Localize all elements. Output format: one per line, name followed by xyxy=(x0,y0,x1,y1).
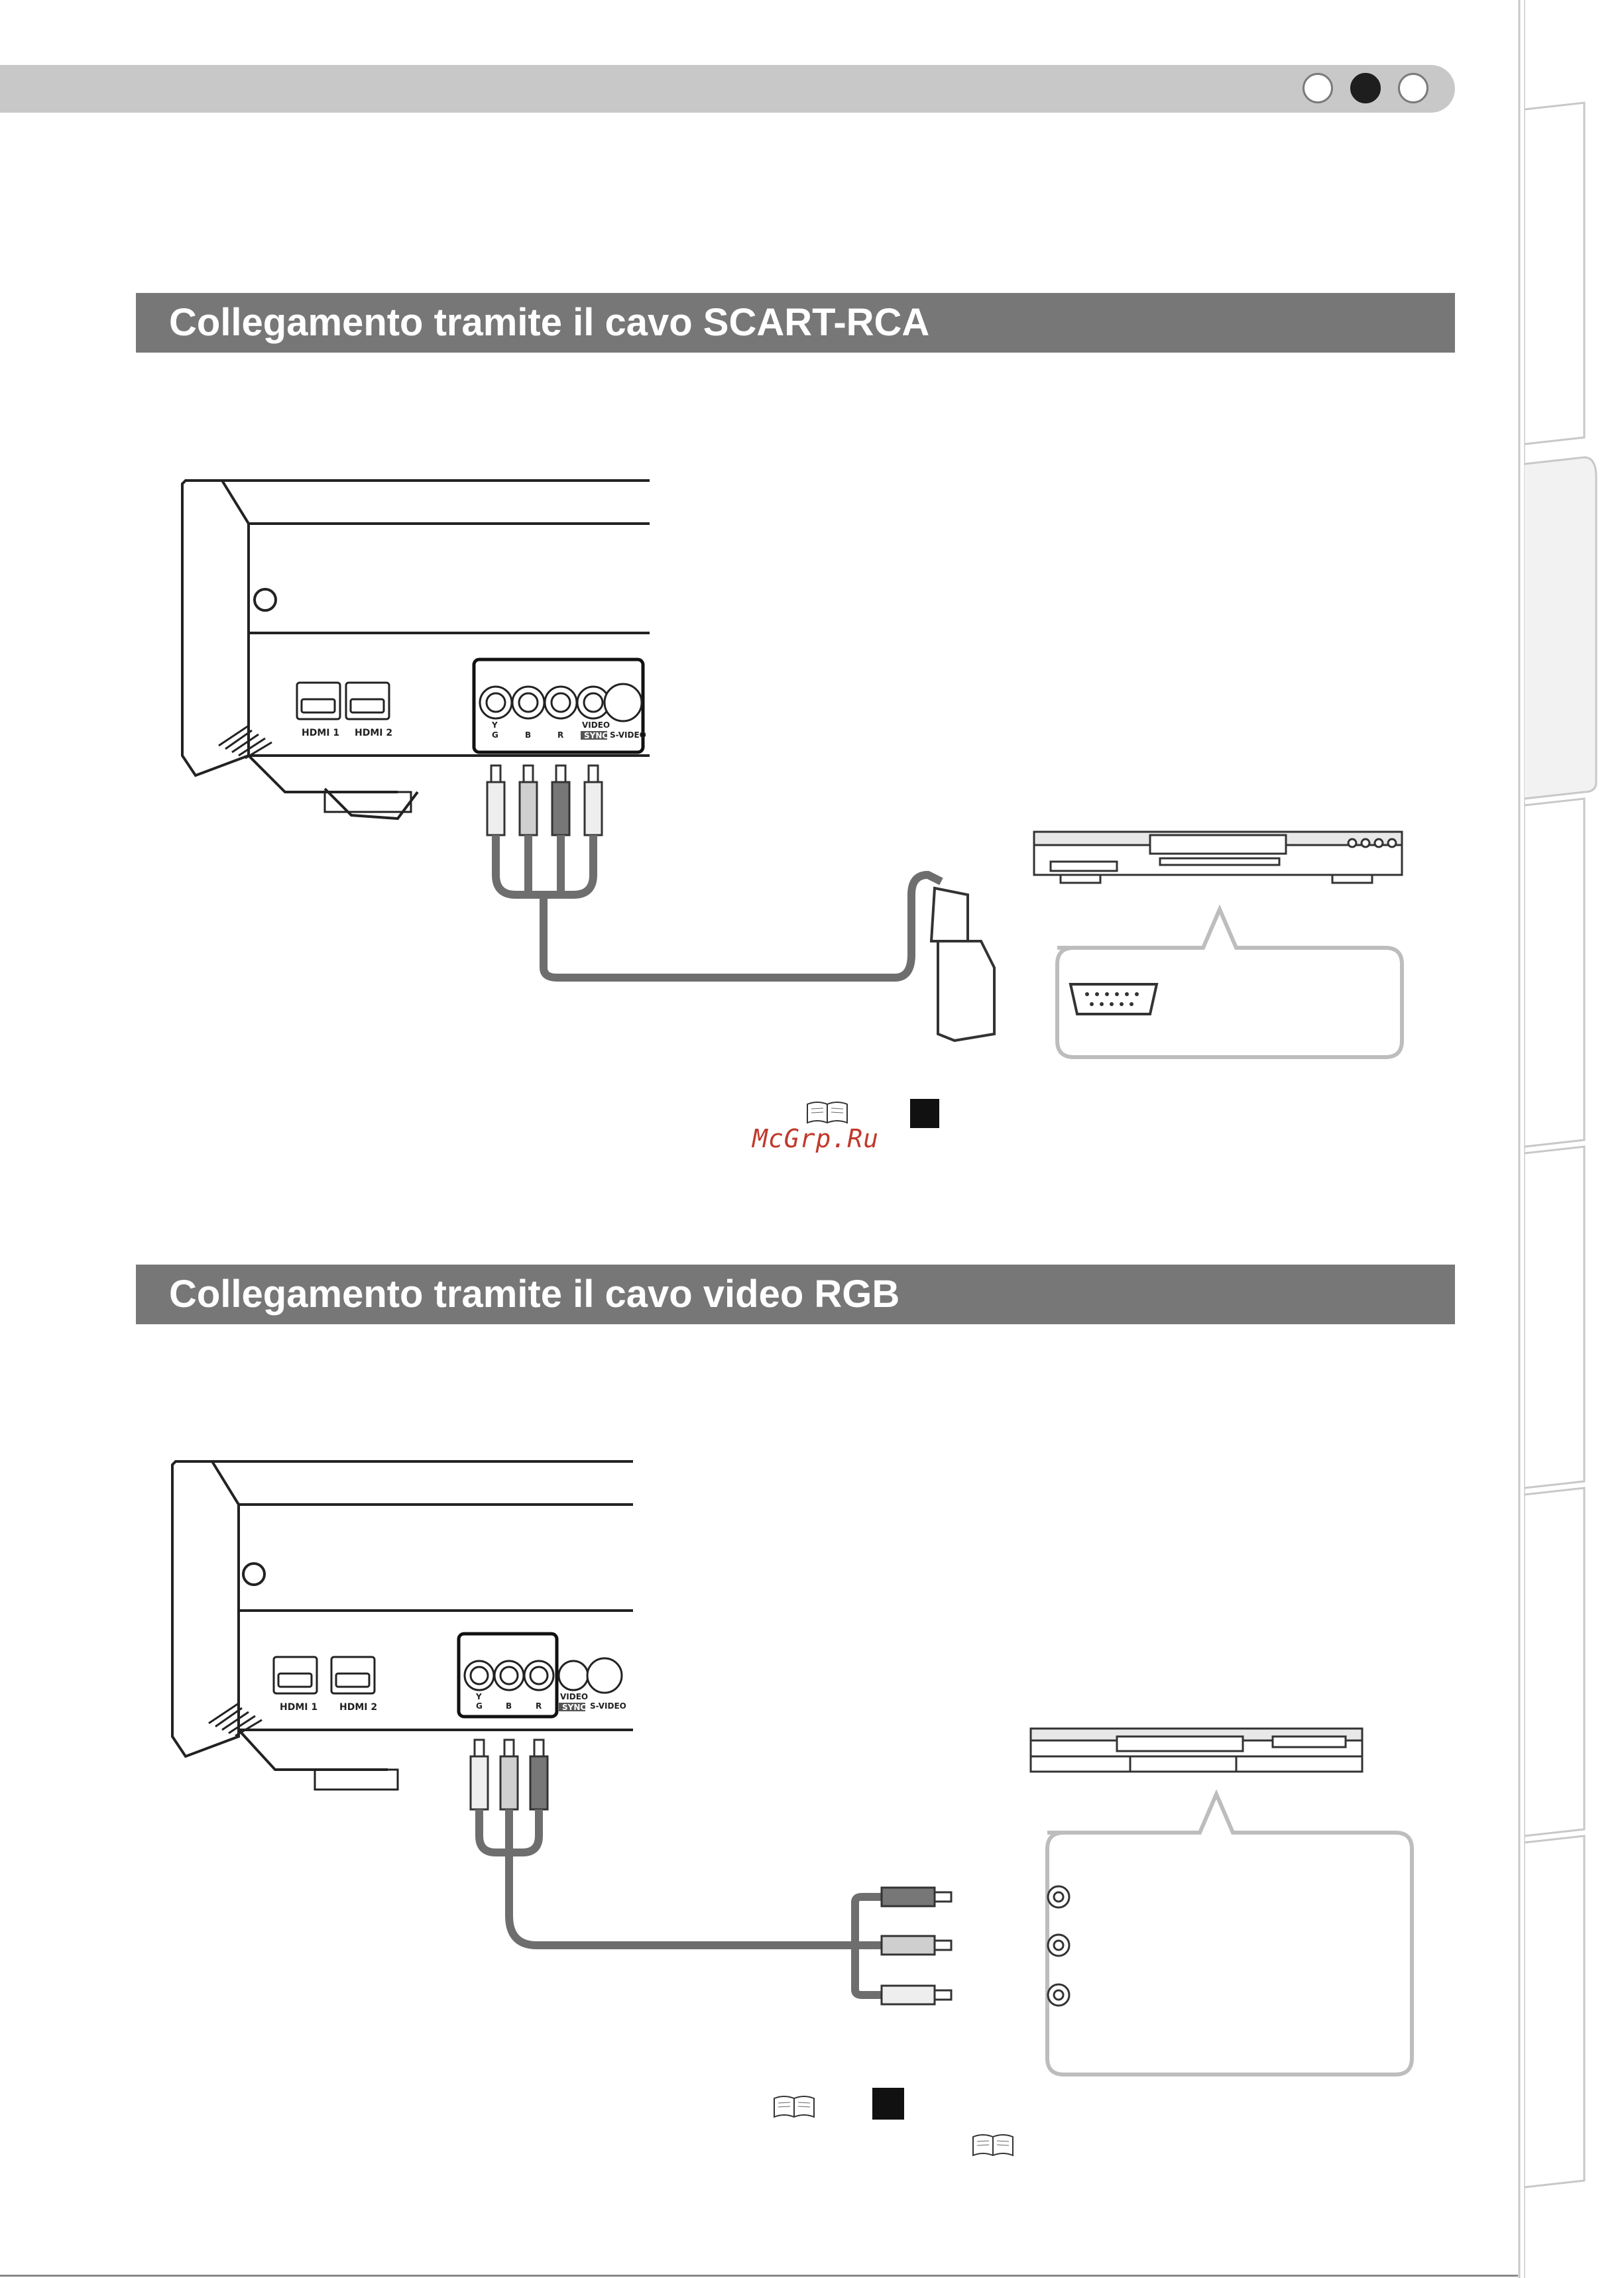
scart-socket-illustration xyxy=(1071,984,1157,1014)
svg-text:S-VIDEO: S-VIDEO xyxy=(590,1701,626,1711)
watermark: McGrp.Ru xyxy=(752,1124,880,1153)
black-square-icon xyxy=(910,1099,939,1128)
side-tab-strip xyxy=(1518,0,1624,2278)
projector-illustration xyxy=(182,481,650,819)
diagram-scart-rca xyxy=(133,464,1425,1074)
header-bar xyxy=(0,65,1455,113)
svg-text:VIDEO: VIDEO xyxy=(560,1692,589,1701)
svg-text:B: B xyxy=(506,1701,512,1711)
book-reference-icon xyxy=(971,2133,1015,2158)
svg-text:R: R xyxy=(557,730,564,740)
callout-rgb xyxy=(1047,1794,1412,2075)
book-reference-icon xyxy=(772,2094,816,2120)
section-title-scart: Collegamento tramite il cavo SCART-RCA xyxy=(136,293,1455,353)
rca-output-jacks xyxy=(1048,1886,1069,2006)
svg-text:SYNC: SYNC xyxy=(584,731,609,740)
svg-text:HDMI 1: HDMI 1 xyxy=(280,1702,318,1713)
section-title-rgb: Collegamento tramite il cavo video RGB xyxy=(136,1265,1455,1324)
svg-text:HDMI 2: HDMI 2 xyxy=(339,1702,378,1713)
svg-text:Y: Y xyxy=(492,720,498,730)
page-indicator-dot-2 xyxy=(1350,73,1381,103)
black-square-icon xyxy=(872,2088,904,2120)
svg-text:B: B xyxy=(525,730,532,740)
diagram-rgb xyxy=(133,1445,1425,2081)
svg-text:G: G xyxy=(476,1701,483,1711)
bottom-rule xyxy=(0,2275,1518,2277)
svg-text:Y: Y xyxy=(476,1692,482,1701)
svg-text:R: R xyxy=(536,1701,542,1711)
svg-text:G: G xyxy=(492,730,498,740)
book-reference-icon xyxy=(805,1100,849,1125)
page-indicator-dot-1 xyxy=(1303,73,1333,103)
projector-illustration xyxy=(172,1461,633,1790)
svg-text:SYNC: SYNC xyxy=(562,1703,587,1712)
svg-text:S-VIDEO: S-VIDEO xyxy=(610,730,646,740)
hdmi1-label: HDMI 1 xyxy=(302,728,340,738)
hdmi2-label: HDMI 2 xyxy=(355,728,393,738)
svg-text:VIDEO: VIDEO xyxy=(582,720,610,730)
page-indicator-dot-3 xyxy=(1398,73,1428,103)
dvd-player-illustration xyxy=(1034,832,1402,883)
dvd-player-illustration xyxy=(1031,1729,1362,1772)
